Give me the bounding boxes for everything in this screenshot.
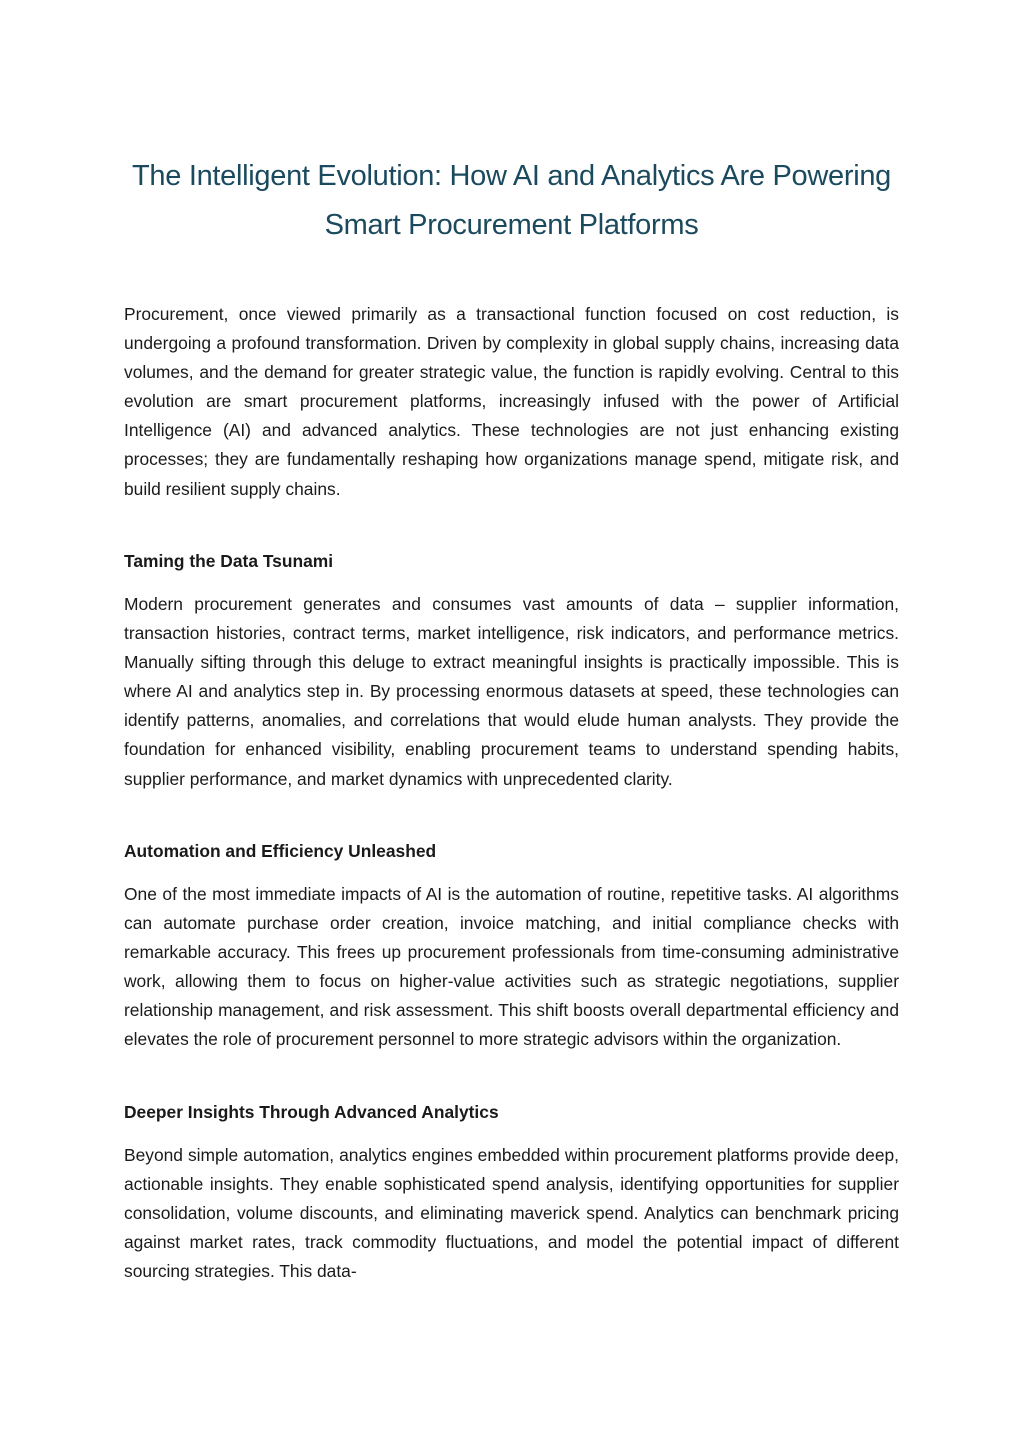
section-data-tsunami [124,547,899,576]
section-automation-body [124,880,899,1055]
section-heading: Automation and Efficiency Unleashed [124,841,437,861]
intro-paragraph: Procurement, once viewed primarily as a transactional function focused on cost reduction, is undergoing a profound transformation. Driven by complexity in global supply chains, increasing data volumes, and the demand for greater strategic value, the function is rapidly evolving. Central to this evolution are smart procurement platforms, increasingly infused with the power of Artificial Intelligence (AI) and advanced analytics. These technologies are not just enhancing existing processes; they are fundamentally reshaping how organizations manage spend, mitigate risk, and build resilient supply chains. [124,304,899,499]
section-analytics-body [124,1141,899,1286]
section-paragraph: Modern procurement generates and consumes vast amounts of data – supplier information, transaction histories, contract terms, market intelligence, risk indicators, and performance metrics. Manually sifting through this deluge to extract meaningful insights is practically impossible. This is where AI and analytics step in. By processing enormous datasets at speed, these technologies can identify patterns, anomalies, and correlations that would elude human analysts. They provide the foundation for enhanced visibility, enabling procurement teams to understand spending habits, supplier performance, and market dynamics with unprecedented clarity. [124,594,899,789]
document-title: The Intelligent Evolution: How AI and Analytics Are Powering Smart Procurement Platforms [132,160,891,241]
section-automation [124,837,899,866]
section-paragraph: One of the most immediate impacts of AI is the automation of routine, repetitive tasks. AI algorithms can automate purchase order creation, invoice matching, and initial compliance checks with remarkable accuracy. This frees up procurement professionals from time-consuming administrative work, allowing them to focus on higher-value activities such as strategic negotiations, supplier relationship management, and risk assessment. This shift boosts overall departmental efficiency and elevates the role of procurement personnel to more strategic advisors within the organization. [124,884,899,1050]
section-heading: Deeper Insights Through Advanced Analytics [124,1102,499,1122]
section-heading: Taming the Data Tsunami [124,551,334,571]
section-paragraph: Beyond simple automation, analytics engines embedded within procurement platforms provide deep, actionable insights. They enable sophisticated spend analysis, identifying opportunities for supplier consolidation, volume discounts, and eliminating maverick spend. Analytics can benchmark pricing against market rates, track commodity fluctuations, and model the potential impact of different sourcing strategies. This data- [124,1145,899,1282]
section-data-tsunami-body [124,590,899,794]
intro-section [124,300,899,504]
section-analytics [124,1098,899,1127]
